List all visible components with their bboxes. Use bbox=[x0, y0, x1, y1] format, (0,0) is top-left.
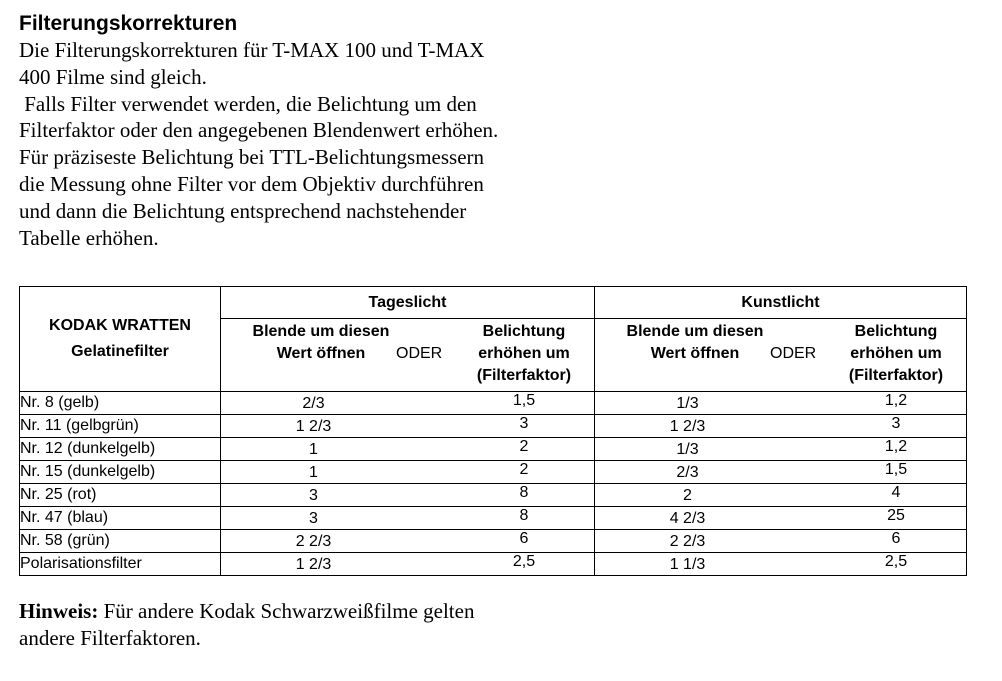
table-row bbox=[20, 507, 967, 530]
filter-name: Nr. 25 (rot) bbox=[20, 484, 221, 507]
intro-paragraph bbox=[19, 37, 619, 251]
tageslicht-blende: 2/3 bbox=[302, 395, 325, 412]
kunstlicht-cell bbox=[595, 484, 967, 507]
kunstlicht-blende: 1/3 bbox=[676, 441, 699, 458]
subheader-tageslicht bbox=[221, 319, 595, 392]
tageslicht-blende: 3 bbox=[309, 510, 318, 527]
note-label: Hinweis: bbox=[19, 599, 99, 623]
belichtung-header-line: erhöhen um bbox=[850, 345, 942, 362]
kunstlicht-blende: 1 1/3 bbox=[669, 556, 706, 573]
intro-line: Für präziseste Belichtung bei TTL-Belichtungsmessern bbox=[19, 145, 485, 170]
table-row bbox=[20, 461, 967, 484]
blende-header-line: Blende um diesen bbox=[626, 323, 764, 340]
tageslicht-blende: 1 bbox=[309, 464, 318, 481]
tageslicht-cell bbox=[221, 553, 595, 576]
tageslicht-faktor: 3 bbox=[519, 415, 529, 432]
kunstlicht-blende: 2 2/3 bbox=[669, 533, 706, 550]
tageslicht-faktor: 8 bbox=[519, 484, 529, 501]
filter-name: Nr. 8 (gelb) bbox=[20, 392, 221, 415]
tageslicht-faktor: 1,5 bbox=[512, 392, 536, 409]
tageslicht-blende: 2 2/3 bbox=[295, 533, 332, 550]
kunstlicht-cell bbox=[595, 553, 967, 576]
kunstlicht-cell bbox=[595, 507, 967, 530]
page-title: Filterungskorrekturen bbox=[19, 12, 238, 35]
tageslicht-blende: 1 2/3 bbox=[295, 556, 332, 573]
group-header-kunstlicht: Kunstlicht bbox=[595, 287, 967, 319]
blende-header-line: Wert öffnen bbox=[650, 345, 740, 362]
kunstlicht-faktor: 1,2 bbox=[884, 392, 908, 409]
table-row bbox=[20, 392, 967, 415]
blende-header bbox=[595, 321, 795, 365]
kunstlicht-blende: 2 bbox=[683, 487, 692, 504]
intro-line: Filterfaktor oder den angegebenen Blendenwert erhöhen. bbox=[19, 118, 499, 143]
filter-name: Nr. 11 (gelbgrün) bbox=[20, 415, 221, 438]
tageslicht-cell bbox=[221, 484, 595, 507]
tageslicht-blende: 1 2/3 bbox=[295, 418, 332, 435]
belichtung-header-line: (Filterfaktor) bbox=[476, 367, 572, 384]
kunstlicht-faktor: 1,2 bbox=[884, 438, 908, 455]
kunstlicht-faktor: 1,5 bbox=[884, 461, 908, 478]
subheader-kunstlicht bbox=[595, 319, 967, 392]
tageslicht-faktor: 2,5 bbox=[512, 553, 536, 570]
tageslicht-cell bbox=[221, 392, 595, 415]
tageslicht-blende: 1 bbox=[309, 441, 318, 458]
row-header-cell bbox=[20, 287, 221, 392]
filter-name: Nr. 47 (blau) bbox=[20, 507, 221, 530]
oder-label: ODER bbox=[396, 345, 443, 362]
kunstlicht-cell bbox=[595, 461, 967, 484]
tageslicht-cell bbox=[221, 415, 595, 438]
kunstlicht-cell bbox=[595, 438, 967, 461]
table-row bbox=[20, 438, 967, 461]
kunstlicht-cell bbox=[595, 415, 967, 438]
tageslicht-blende: 3 bbox=[309, 487, 318, 504]
note-paragraph bbox=[19, 598, 619, 652]
tageslicht-cell bbox=[221, 438, 595, 461]
filter-name: Nr. 58 (grün) bbox=[20, 530, 221, 553]
belichtung-header bbox=[826, 321, 966, 387]
kunstlicht-blende: 4 2/3 bbox=[669, 510, 706, 527]
intro-line: 400 Filme sind gleich. bbox=[19, 64, 207, 89]
tageslicht-cell bbox=[221, 530, 595, 553]
belichtung-header-line: erhöhen um bbox=[478, 345, 570, 362]
intro-line: Die Filterungskorrekturen für T-MAX 100 und T-MAX bbox=[19, 38, 485, 62]
table-row bbox=[20, 553, 967, 576]
belichtung-header-line: (Filterfaktor) bbox=[848, 367, 944, 384]
tageslicht-faktor: 8 bbox=[519, 507, 529, 524]
kunstlicht-faktor: 3 bbox=[891, 415, 901, 432]
table-row bbox=[20, 530, 967, 553]
kunstlicht-blende: 1 2/3 bbox=[669, 418, 706, 435]
belichtung-header-line: Belichtung bbox=[854, 323, 938, 340]
intro-line: und dann die Belichtung entsprechend nachstehender bbox=[19, 198, 467, 223]
row-header-line: KODAK WRATTEN bbox=[49, 317, 191, 334]
note-line: andere Filterfaktoren. bbox=[19, 626, 201, 650]
kunstlicht-faktor: 25 bbox=[887, 507, 905, 524]
tageslicht-cell bbox=[221, 507, 595, 530]
table-row bbox=[20, 484, 967, 507]
filter-name: Polarisationsfilter bbox=[20, 553, 221, 576]
tageslicht-cell bbox=[221, 461, 595, 484]
note-text: Für andere Kodak Schwarzweißfilme gelten bbox=[98, 599, 475, 623]
filter-name: Nr. 15 (dunkelgelb) bbox=[20, 461, 221, 484]
note-line bbox=[19, 598, 619, 625]
oder-label: ODER bbox=[770, 345, 817, 362]
blende-header-line: Blende um diesen bbox=[252, 323, 390, 340]
blende-header bbox=[221, 321, 421, 365]
tageslicht-faktor: 6 bbox=[519, 530, 529, 547]
intro-line: die Messung ohne Filter vor dem Objektiv durchführen bbox=[19, 171, 484, 196]
belichtung-header bbox=[454, 321, 594, 387]
filter-name: Nr. 12 (dunkelgelb) bbox=[20, 438, 221, 461]
kunstlicht-cell bbox=[595, 530, 967, 553]
kunstlicht-cell bbox=[595, 392, 967, 415]
belichtung-header-line: Belichtung bbox=[482, 323, 566, 340]
tageslicht-faktor: 2 bbox=[519, 461, 529, 478]
table-row bbox=[20, 415, 967, 438]
tageslicht-faktor: 2 bbox=[519, 438, 529, 455]
row-header-line: Gelatinefilter bbox=[71, 343, 169, 360]
intro-line: Tabelle erhöhen. bbox=[19, 225, 159, 250]
kunstlicht-faktor: 4 bbox=[891, 484, 901, 501]
kunstlicht-blende: 2/3 bbox=[676, 464, 699, 481]
filter-table bbox=[19, 286, 967, 576]
intro-line: Falls Filter verwendet werden, die Belichtung um den bbox=[19, 91, 477, 116]
kunstlicht-blende: 1/3 bbox=[676, 395, 699, 412]
group-header-tageslicht: Tageslicht bbox=[221, 287, 595, 319]
kunstlicht-faktor: 2,5 bbox=[884, 553, 908, 570]
blende-header-line: Wert öffnen bbox=[276, 345, 366, 362]
kunstlicht-faktor: 6 bbox=[891, 530, 901, 547]
